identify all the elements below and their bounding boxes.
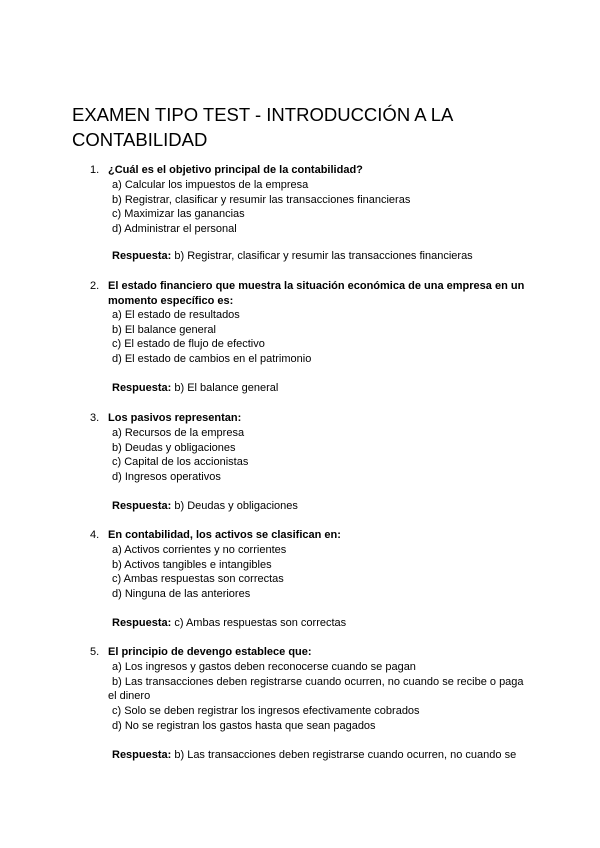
option-d: d) No se registran los gastos hasta que sean pagados	[112, 719, 376, 732]
options-list	[108, 660, 528, 734]
options-list	[108, 178, 528, 237]
question-number: 3.	[90, 412, 100, 424]
option-b-continuation	[108, 689, 528, 704]
option-b-continuation-text: el dinero	[108, 690, 151, 703]
option-b: b) Las transacciones deben registrarse cuando ocurren, no cuando se recibe o paga	[112, 675, 524, 688]
question-number: 1.	[90, 164, 100, 176]
option-d: d) Ninguna de las anteriores	[112, 588, 251, 601]
option-a: a) Recursos de la empresa	[112, 427, 245, 439]
question-text: En contabilidad, los activos se clasifican en:	[108, 529, 341, 541]
option-a: a) Calcular los impuestos de la empresa	[112, 179, 309, 191]
question-number: 5.	[90, 646, 100, 658]
answer	[112, 499, 532, 514]
option-d: d) Administrar el personal	[112, 223, 237, 236]
option-a: a) El estado de resultados	[112, 309, 240, 321]
answer-text: b) Las transacciones deben registrarse cuando ocurren, no cuando se	[174, 749, 517, 761]
answer-text: b) Deudas y obligaciones	[174, 500, 298, 512]
answer-label: Respuesta:	[112, 749, 172, 761]
option-c: c) El estado de flujo de efectivo	[112, 338, 265, 351]
option-b: b) Registrar, clasificar y resumir las transacciones financieras	[112, 193, 411, 206]
answer	[112, 381, 532, 396]
options-list	[108, 543, 528, 602]
answer-label: Respuesta:	[112, 250, 172, 262]
option-c: c) Capital de los accionistas	[112, 456, 249, 469]
option-a: a) Los ingresos y gastos deben reconocerse cuando se pagan	[112, 661, 416, 673]
options-list	[108, 308, 528, 367]
question-text: El principio de devengo establece que:	[108, 646, 312, 658]
option-b: b) Activos tangibles e intangibles	[112, 558, 272, 571]
answer	[112, 249, 532, 264]
option-d: d) Ingresos operativos	[112, 471, 221, 484]
question-text: ¿Cuál es el objetivo principal de la contabilidad?	[108, 164, 363, 176]
answer-label: Respuesta:	[112, 382, 172, 394]
option-c: c) Ambas respuestas son correctas	[112, 573, 284, 586]
answer-label: Respuesta:	[112, 500, 172, 512]
answer-label: Respuesta:	[112, 617, 172, 629]
answer-text: b) El balance general	[174, 382, 279, 394]
option-b: b) El balance general	[112, 323, 216, 336]
answer	[112, 748, 532, 763]
answer-text: c) Ambas respuestas son correctas	[174, 617, 347, 629]
question-text: Los pasivos representan:	[108, 412, 242, 424]
page-title: EXAMEN TIPO TEST - INTRODUCCIÓN A LA CONTABILIDAD	[72, 104, 453, 150]
option-c: c) Solo se deben registrar los ingresos efectivamente cobrados	[112, 705, 420, 718]
options-list	[108, 426, 528, 485]
answer-text: b) Registrar, clasificar y resumir las transacciones financieras	[174, 250, 473, 262]
question-number: 4.	[90, 529, 100, 541]
option-c: c) Maximizar las ganancias	[112, 208, 245, 221]
question-number: 2.	[90, 280, 100, 292]
answer	[112, 616, 532, 631]
option-a: a) Activos corrientes y no corrientes	[112, 544, 287, 556]
question-text: El estado financiero que muestra la situación económica de una empresa en un momento específico es:	[108, 280, 525, 307]
option-d: d) El estado de cambios en el patrimonio	[112, 353, 312, 366]
option-b: b) Deudas y obligaciones	[112, 441, 236, 454]
